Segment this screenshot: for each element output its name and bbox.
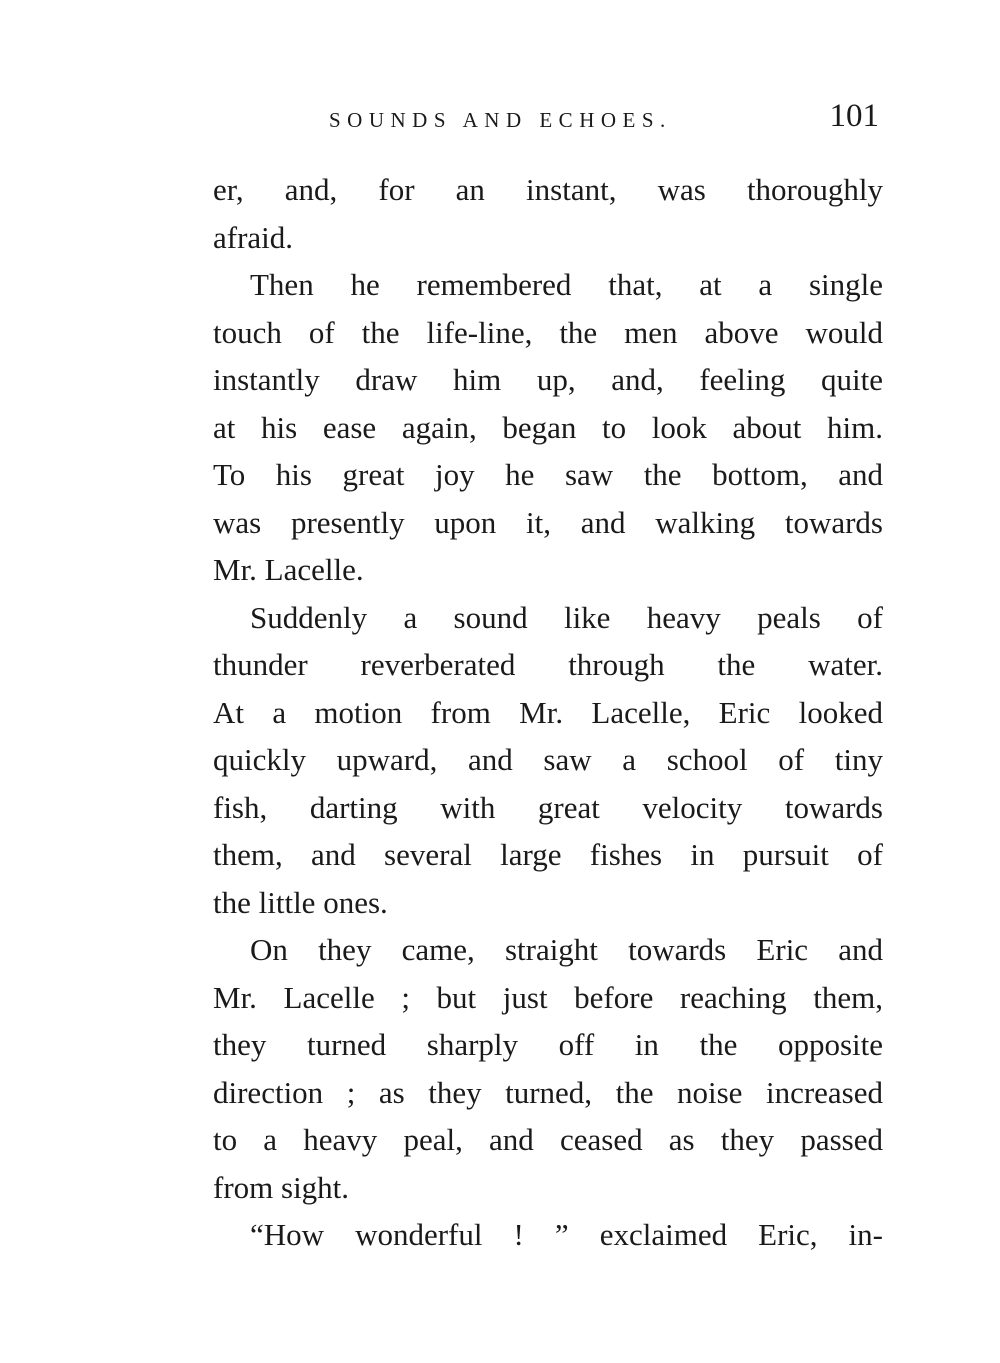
paragraph — [213, 166, 883, 261]
text-line: to a heavy peal, and ceased as they passed — [213, 1122, 883, 1157]
text-line: at his ease again, began to look about him. — [213, 409, 883, 445]
text-line: Suddenly a sound like heavy peals of — [250, 599, 883, 635]
text-line: touch of the life-line, the men above would — [213, 314, 883, 350]
text-line: quickly upward, and saw a school of tiny — [213, 742, 883, 777]
text-line: Mr. Lacelle ; but just before reaching them, — [213, 979, 883, 1015]
paragraph — [213, 926, 883, 1211]
text-line: the little ones. — [213, 884, 388, 920]
text-line: them, and several large fishes in pursuit of — [213, 837, 883, 872]
paragraph — [213, 594, 883, 927]
text-line: At a motion from Mr. Lacelle, Eric looked — [213, 694, 883, 730]
text-line: instantly draw him up, and, feeling quite — [213, 362, 883, 397]
text-line: direction ; as they turned, the noise increased — [213, 1074, 883, 1110]
text-line: Mr. Lacelle. — [213, 552, 364, 587]
body-text — [213, 166, 883, 1259]
paragraph — [213, 261, 883, 594]
text-line: thunder reverberated through the water. — [213, 647, 883, 682]
paragraph — [213, 1211, 883, 1259]
text-line: “How wonderful ! ” exclaimed Eric, in- — [250, 1217, 883, 1252]
running-title: SOUNDS AND ECHOES. — [329, 108, 672, 132]
page-number: 101 — [829, 98, 879, 134]
text-line: er, and, for an instant, was thoroughly — [213, 172, 883, 207]
text-line: To his great joy he saw the bottom, and — [213, 457, 883, 492]
text-line: fish, darting with great velocity towards — [213, 789, 883, 825]
text-line: was presently upon it, and walking towards — [213, 504, 883, 540]
text-line: Then he remembered that, at a single — [250, 267, 883, 302]
text-line: On they came, straight towards Eric and — [250, 932, 883, 967]
text-line: from sight. — [213, 1169, 350, 1205]
running-head — [213, 98, 883, 142]
text-line: they turned sharply off in the opposite — [213, 1027, 883, 1062]
text-line: afraid. — [213, 219, 294, 255]
